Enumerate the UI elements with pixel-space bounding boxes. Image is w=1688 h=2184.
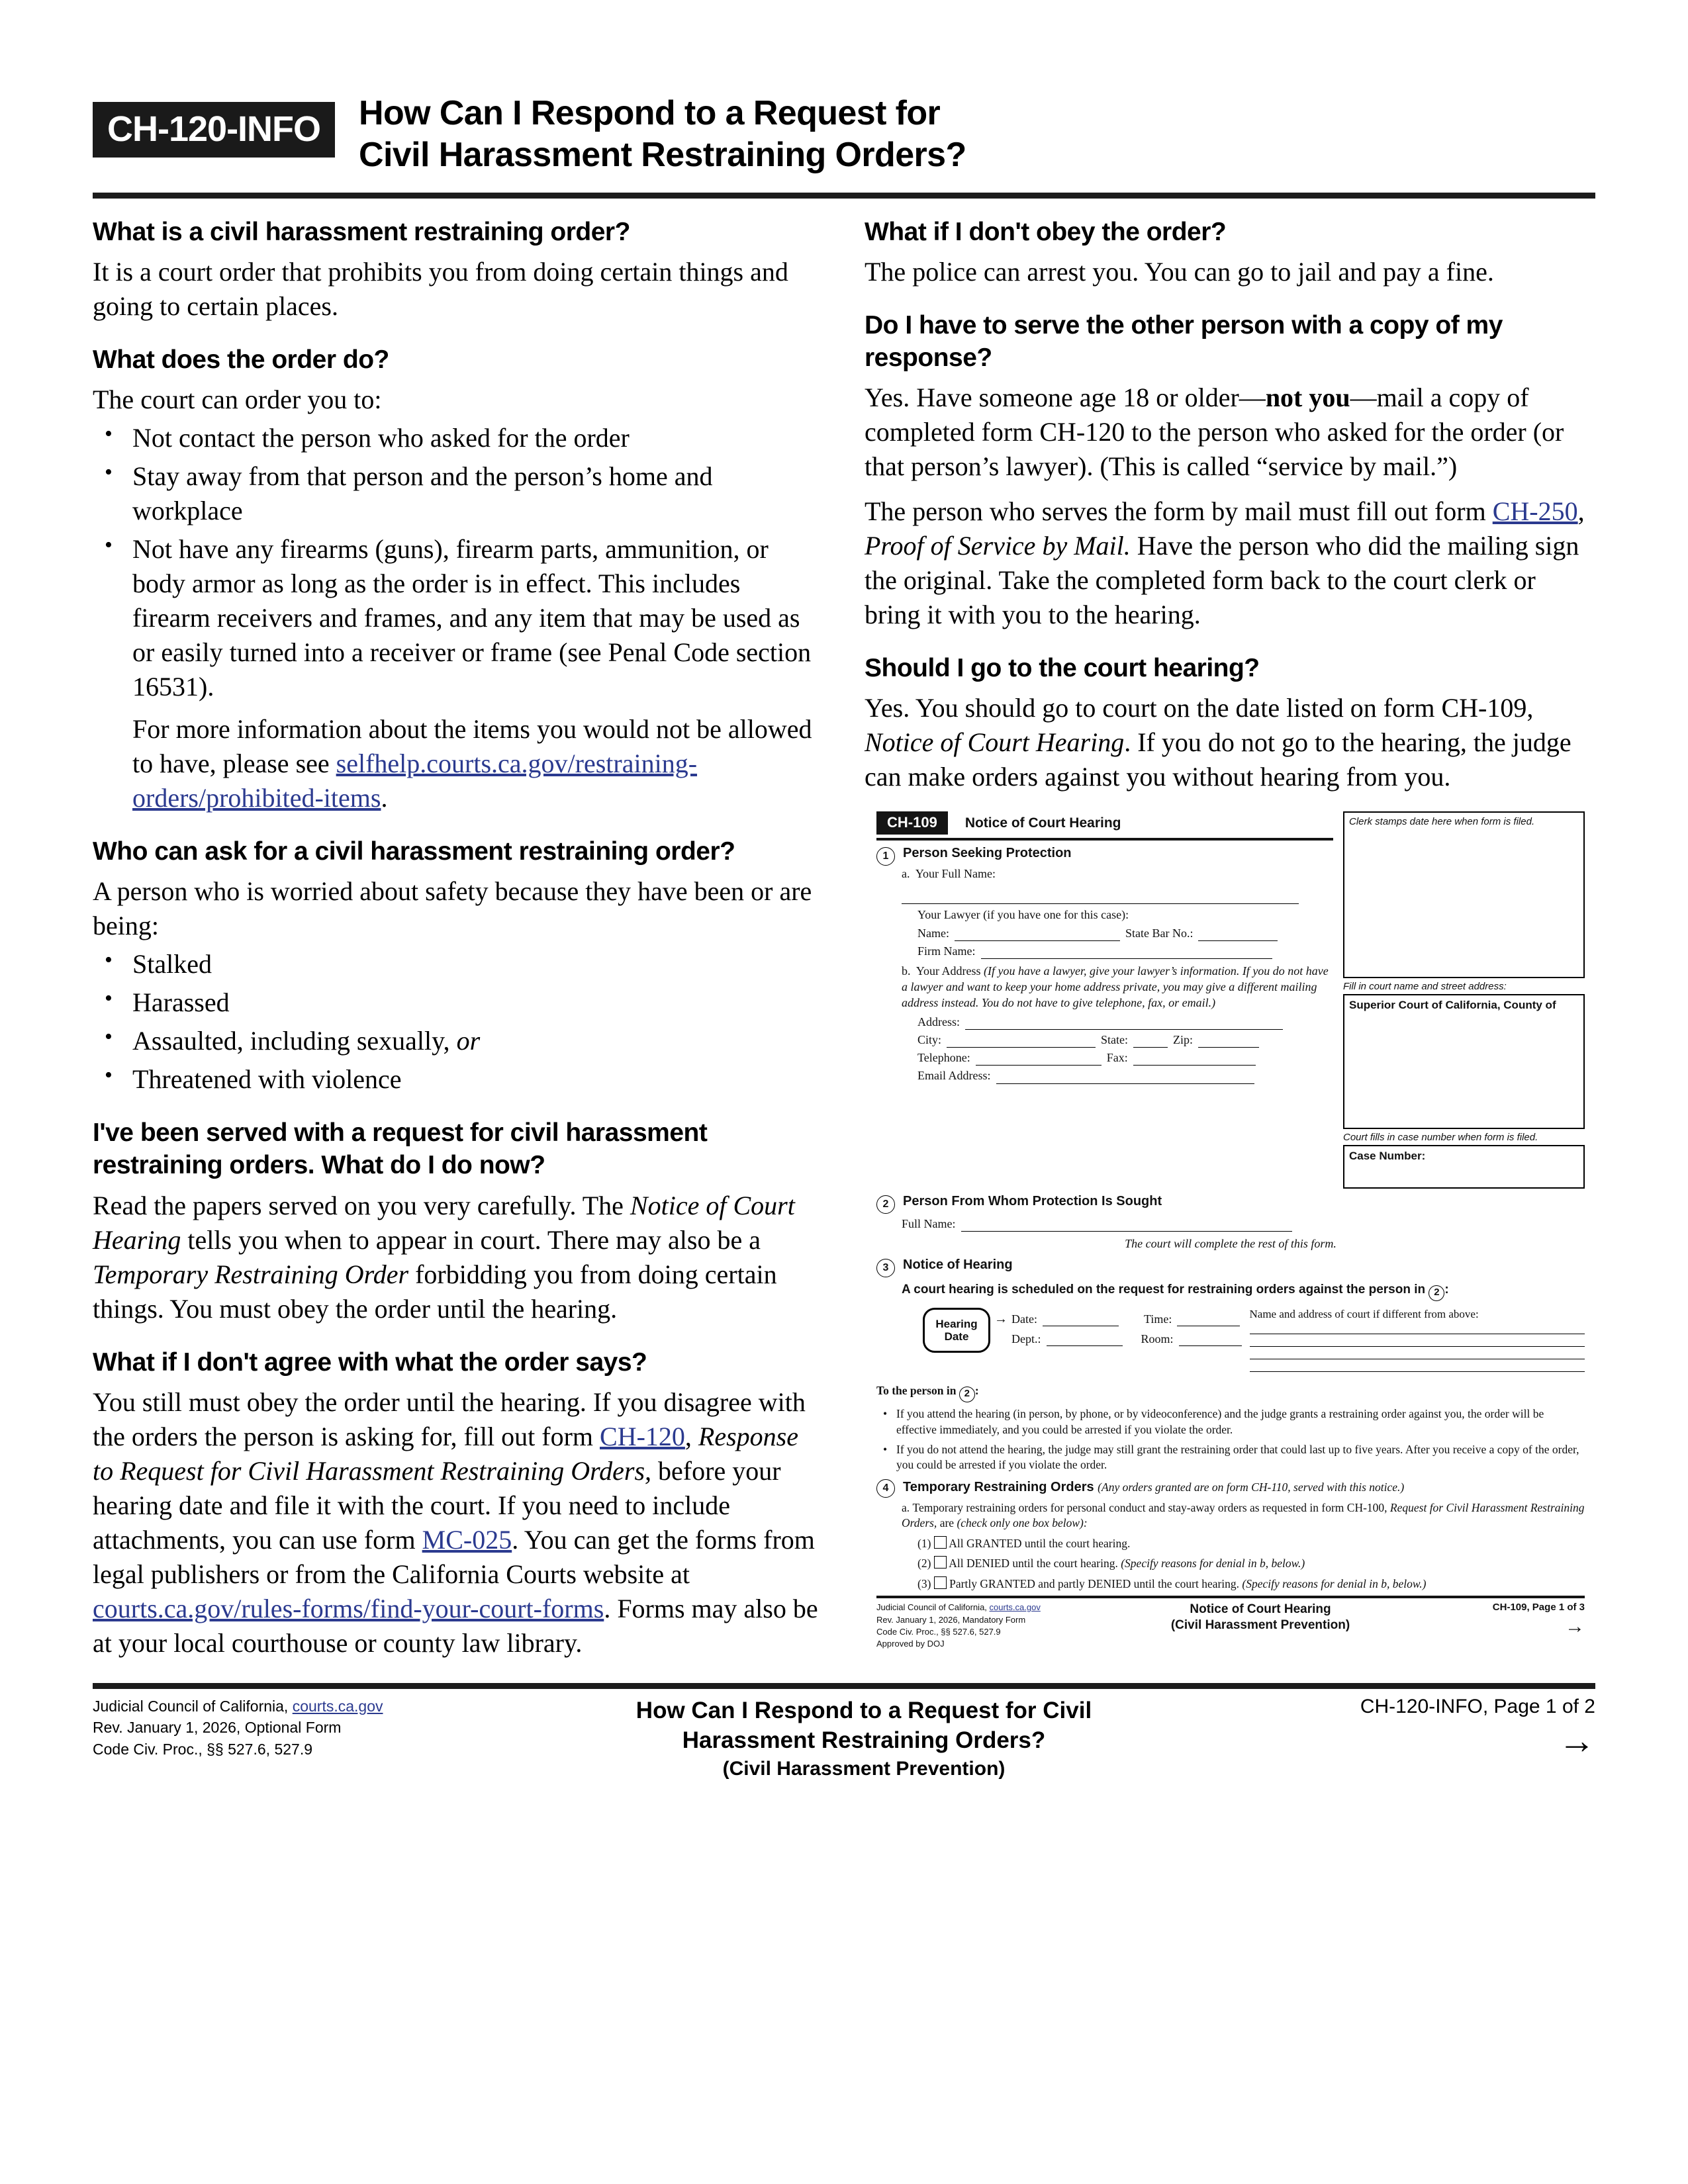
footer-center <box>556 1696 1172 1782</box>
seg: Read the papers served on you very carefully. The <box>93 1190 630 1220</box>
heading-should-i-go: Should I go to the court hearing? <box>865 654 1260 683</box>
reference-circle-2: 2 <box>959 1387 975 1402</box>
next-page-arrow-icon: → <box>1565 1615 1585 1638</box>
zip-label: Zip: <box>1173 1033 1194 1047</box>
seg: , <box>1577 496 1585 527</box>
ch109-footer-title: Notice of Court Hearing <box>1190 1602 1331 1617</box>
ch-250-link[interactable]: CH-250 <box>1492 496 1578 527</box>
list-item: • If you attend the hearing (in person, by phone, or by videoconference) and the judge grants a restraining order against you, the order will be effective immediately, and you could be arrested if you violate the order. <box>896 1406 1585 1437</box>
address-label: Address: <box>917 1015 960 1029</box>
ch109-tro-option-3[interactable] <box>917 1576 1585 1592</box>
tro-italic: Temporary Restraining Order <box>93 1259 409 1289</box>
seg: A court hearing is scheduled on the request for restraining orders against the person in <box>902 1283 1429 1297</box>
body-dont-agree <box>93 1385 823 1661</box>
option-2-text: All DENIED until the court hearing. <box>949 1557 1121 1570</box>
ch109-footer-right <box>1426 1602 1585 1651</box>
list-item <box>130 1024 823 1058</box>
check-one-note: (check only one box below): <box>957 1516 1088 1530</box>
option-number: (1) <box>917 1536 931 1550</box>
ch109-restrained-name <box>902 1216 1585 1232</box>
ch109-form-preview <box>876 811 1585 1650</box>
option-2-note: (Specify reasons for denial in b, below.) <box>1121 1557 1305 1570</box>
seg: . If you do not go to the hearing, the judge can make orders against you without hearing from you. <box>865 727 1571 792</box>
dept-label: Dept.: <box>1011 1332 1041 1346</box>
court-address-line-1[interactable] <box>1250 1323 1585 1334</box>
seg: , <box>684 1421 698 1451</box>
seg: Judicial Council of California, <box>876 1602 990 1613</box>
your-address-note: (If you have a lawyer, give your lawyer’s information. If you do not have a lawyer and want to keep your home address private, you may give a different mailing address instead. You do not have to give telephone, fax, or email.) <box>902 964 1329 1010</box>
clerk-stamp-note: Clerk stamps date here when form is filed. <box>1349 816 1535 828</box>
list-item: • Stay away from that person and the person’s home and workplace <box>130 459 823 528</box>
full-name-input[interactable] <box>902 893 1299 904</box>
section-2-title: Person From Whom Protection Is Sought <box>903 1194 1162 1209</box>
reference-circle-2: 2 <box>1429 1285 1444 1301</box>
ch109-section-3 <box>876 1257 1585 1277</box>
who-can-ask-bullets <box>93 947 823 1097</box>
to-the-person-line <box>876 1384 1585 1402</box>
footer-rev-line: Rev. January 1, 2026, Optional Form <box>93 1719 342 1737</box>
heading-dont-agree: What if I don't agree with what the order says? <box>93 1347 647 1377</box>
ch109-4a <box>902 1500 1585 1531</box>
court-address-note: Name and address of court if different from above: <box>1249 1308 1479 1321</box>
ch109-doj-line: Approved by DOJ <box>876 1639 945 1649</box>
case-number-note: Court fills in case number when form is filed. <box>1343 1132 1538 1144</box>
page-title <box>359 79 966 177</box>
seg: tells you when to appear in court. There may also be a <box>181 1224 761 1255</box>
date-input[interactable] <box>1043 1316 1119 1326</box>
next-page-arrow-icon: → <box>1558 1719 1595 1761</box>
heading-dont-obey: What if I don't obey the order? <box>865 217 1227 246</box>
page-title-line1: How Can I Respond to a Request for <box>359 94 941 132</box>
list-item: • Threatened with violence <box>130 1062 823 1097</box>
heading-serve-other-person: Do I have to serve the other person with a copy of my response? <box>865 311 1503 373</box>
seg: forbidding you from doing certain things. You must obey the order until the hearing. <box>93 1259 777 1324</box>
email-input[interactable] <box>996 1073 1254 1084</box>
page-footer <box>93 1696 1595 1782</box>
footer-jcc-line <box>93 1696 556 1717</box>
body-ive-been-served <box>93 1189 823 1326</box>
firm-name-label: Firm Name: <box>917 944 976 958</box>
ch109-header-divider <box>876 838 1333 841</box>
list-item: • If you do not attend the hearing, the judge may still grant the restraining order that could last up to five years. After you receive a copy of the order, you could be arrested if you violate the order. <box>896 1442 1585 1473</box>
seg: are <box>937 1516 957 1530</box>
footer-left <box>93 1696 556 1782</box>
list-item: • Not contact the person who asked for the order <box>130 421 823 455</box>
form-number-badge: CH-120-INFO <box>93 102 335 158</box>
ch120-title-italic: Response to Request for Civil Harassment Restraining Orders, <box>93 1421 798 1486</box>
seg: before your hearing date and file it with the court. If you need to include attachments, you can use form <box>93 1455 781 1555</box>
checkbox-all-denied[interactable] <box>934 1556 947 1569</box>
ch109-section-1 <box>876 846 1333 866</box>
court-name-box <box>1343 994 1585 1129</box>
email-label: Email Address: <box>917 1069 991 1083</box>
option-3-text: Partly GRANTED and partly DENIED until the court hearing. <box>949 1576 1243 1590</box>
bar-no-label: State Bar No.: <box>1125 926 1194 940</box>
prohibited-items-note <box>132 712 823 815</box>
item-letter: b. <box>902 964 911 978</box>
court-name-note: Fill in court name and street address: <box>1343 981 1507 993</box>
hearing-scheduled-line <box>902 1281 1585 1301</box>
ch109-badge: CH-109 <box>876 811 948 835</box>
body-proof-of-service <box>865 494 1595 632</box>
footer-divider <box>93 1683 1595 1689</box>
heading-ive-been-served: I've been served with a request for civil harassment restraining orders. What do I do now? <box>93 1118 708 1180</box>
case-number-label: Case Number: <box>1349 1150 1426 1163</box>
item-letter: a. <box>902 1500 910 1514</box>
not-you-bold: not you <box>1265 383 1350 413</box>
find-your-court-forms-link[interactable]: courts.ca.gov/rules-forms/find-your-court-forms <box>93 1593 604 1623</box>
ch109-courts-link[interactable]: courts.ca.gov <box>989 1602 1041 1613</box>
ch109-footer-divider <box>876 1596 1585 1598</box>
note-suffix: . <box>381 783 388 813</box>
dept-input[interactable] <box>1047 1336 1123 1346</box>
right-column <box>865 216 1595 1671</box>
ch109-1a <box>902 866 1333 904</box>
address-input[interactable] <box>965 1019 1283 1030</box>
telephone-input[interactable] <box>976 1055 1102 1066</box>
hearing-date-badge <box>923 1308 990 1353</box>
body-dont-obey: The police can arrest you. You can go to jail and pay a fine. <box>865 257 1494 287</box>
page-title-line2: Civil Harassment Restraining Orders? <box>359 136 966 175</box>
hearing-label-1: Hearing <box>935 1317 978 1330</box>
list-item: • Stalked <box>130 947 823 981</box>
ch109-code-line: Code Civ. Proc., §§ 527.6, 527.9 <box>876 1626 1001 1637</box>
full-name-label: Your Full Name: <box>915 867 996 881</box>
footer-code-line: Code Civ. Proc., §§ 527.6, 527.9 <box>93 1740 312 1758</box>
seg: Yes. You should go to court on the date listed on form CH-109, <box>865 693 1534 723</box>
seg: The person who serves the form by mail must fill out form <box>865 496 1493 527</box>
firearms-text: Not have any firearms (guns), firearm parts, ammunition, or body armor as long as the order is in effect. This includes firearm receivers and frames, and any item that may be used as or easily turned into a receiver or frame (see Penal Code section 16531). <box>132 534 812 702</box>
option-1-text: All GRANTED until the court hearing. <box>949 1536 1131 1550</box>
court-address-line-2[interactable] <box>1250 1334 1585 1347</box>
ch109-page-number: CH-109, Page 1 of 3 <box>1492 1602 1585 1614</box>
time-input[interactable] <box>1177 1316 1240 1326</box>
heading-who-can-ask: Who can ask for a civil harassment restraining order? <box>93 837 735 866</box>
checkbox-all-granted[interactable] <box>934 1536 947 1549</box>
proof-of-service-italic: Proof of Service by Mail. <box>865 531 1131 561</box>
ch109-caption-boxes <box>1343 811 1585 1189</box>
ch109-lawyer-block <box>917 907 1333 958</box>
seg: Temporary Restraining Orders <box>903 1480 1094 1495</box>
note-prefix: For more information about the items you would not be allowed to have, please see <box>132 714 812 779</box>
option-3-note: (Specify reasons for denial in b, below.) <box>1242 1576 1427 1590</box>
fax-label: Fax: <box>1106 1051 1128 1065</box>
body-what-is-cho: It is a court order that prohibits you from doing certain things and going to certain places. <box>93 257 788 321</box>
court-address-line-3[interactable] <box>1250 1347 1585 1359</box>
section-1-title: Person Seeking Protection <box>903 846 1072 861</box>
left-column <box>93 216 823 1671</box>
ch109-footer-center <box>1095 1602 1426 1651</box>
notice-of-court-hearing-italic: Notice of Court Hearing <box>93 1190 795 1255</box>
seg: Yes. Have someone age 18 or older— <box>865 383 1266 413</box>
state-input[interactable] <box>1133 1037 1168 1048</box>
restrained-fullname-label: Full Name: <box>902 1217 956 1231</box>
fax-input[interactable] <box>1133 1055 1256 1066</box>
section-number-circle: 4 <box>876 1479 895 1498</box>
seg: Judicial Council of California, <box>93 1697 293 1715</box>
lawyer-name-label: Name: <box>917 926 949 940</box>
seg: Have the person who did the mailing sign the original. Take the completed form back to the court clerk or bring it with you to the hearing. <box>865 531 1579 630</box>
section-3-title: Notice of Hearing <box>903 1257 1013 1273</box>
seg: : <box>1444 1283 1449 1297</box>
ch-120-link[interactable]: CH-120 <box>600 1421 685 1451</box>
state-label: State: <box>1101 1033 1129 1047</box>
date-label: Date: <box>1011 1312 1037 1326</box>
firm-name-input[interactable] <box>981 948 1272 959</box>
heading-what-is-cho: What is a civil harassment restraining order? <box>93 217 630 246</box>
section-4-title <box>903 1480 1404 1495</box>
lawyer-label: Your Lawyer (if you have one for this case): <box>917 908 1129 922</box>
ch109-footer-subtitle: (Civil Harassment Prevention) <box>1170 1618 1350 1633</box>
your-address-label: Your Address <box>915 964 984 978</box>
body-order-intro: The court can order you to: <box>93 385 382 415</box>
ch109-jcc-line <box>876 1602 1095 1614</box>
court-completes-note: The court will complete the rest of this form. <box>1125 1237 1336 1251</box>
item-letter: a. <box>902 867 910 881</box>
ch100-title-italic: Request for Civil Harassment Restraining Orders, <box>902 1500 1585 1530</box>
ch109-rev-line: Rev. January 1, 2026, Mandatory Form <box>876 1614 1026 1625</box>
clerk-stamp-box <box>1343 811 1585 978</box>
checkbox-partly-granted-denied[interactable] <box>934 1576 947 1589</box>
seg: Temporary restraining orders for personal conduct and stay-away orders as requested in form CH-100, <box>912 1500 1390 1514</box>
telephone-label: Telephone: <box>917 1051 970 1065</box>
seg: : <box>974 1384 979 1398</box>
prohibited-items-link[interactable]: selfhelp.courts.ca.gov/restraining-orders/prohibited-items <box>132 749 698 813</box>
hearing-label-2: Date <box>944 1330 969 1343</box>
footer-title-line1: How Can I Respond to a Request for Civil <box>635 1697 1092 1723</box>
ch109-1b <box>902 963 1333 1011</box>
ch109-address-block <box>917 1014 1333 1083</box>
hearing-arrow-icon: → <box>994 1312 1008 1327</box>
order-bullets <box>93 421 823 815</box>
footer-right <box>1172 1696 1595 1782</box>
ch109-footer <box>876 1602 1585 1651</box>
footer-subtitle: (Civil Harassment Prevention) <box>722 1757 1006 1780</box>
option-number: (2) <box>917 1557 931 1570</box>
assaulted-or: or <box>456 1026 481 1056</box>
seg: To the person in <box>876 1384 959 1398</box>
lawyer-name-input[interactable] <box>955 931 1120 941</box>
ch109-title-italic: Notice of Court Hearing <box>865 727 1125 758</box>
option-number: (3) <box>917 1576 931 1590</box>
restrained-fullname-input[interactable] <box>961 1221 1292 1232</box>
section-number-circle: 1 <box>876 847 895 866</box>
ch109-tro-option-2[interactable] <box>917 1556 1585 1571</box>
assaulted-text: Assaulted, including sexually, <box>132 1026 457 1056</box>
seg: . Forms may also be at your local courthouse or county law library. <box>93 1593 818 1658</box>
case-number-box[interactable] <box>1343 1145 1585 1189</box>
bar-no-input[interactable] <box>1198 931 1278 941</box>
body-serve-other-person <box>865 381 1595 484</box>
body-should-i-go <box>865 691 1595 794</box>
section-4-note: (Any orders granted are on form CH-110, served with this notice.) <box>1098 1480 1405 1494</box>
hearing-date-row <box>876 1308 1585 1372</box>
zip-input[interactable] <box>1198 1037 1259 1048</box>
room-label: Room: <box>1141 1332 1174 1346</box>
footer-title-line2: Harassment Restraining Orders? <box>682 1727 1046 1754</box>
city-input[interactable] <box>947 1037 1096 1048</box>
list-item: • Harassed <box>130 985 823 1020</box>
page-header <box>93 79 1595 177</box>
room-input[interactable] <box>1179 1336 1242 1346</box>
body-who-can-ask: A person who is worried about safety because they have been or are being: <box>93 876 812 941</box>
ch109-footer-left <box>876 1602 1095 1651</box>
superior-court-label: Superior Court of California, County of <box>1349 999 1556 1012</box>
header-divider <box>93 193 1595 199</box>
list-item <box>130 532 823 815</box>
city-label: City: <box>917 1033 942 1047</box>
footer-courts-link[interactable]: courts.ca.gov <box>292 1697 383 1715</box>
ch109-section-2 <box>876 1194 1585 1214</box>
ch109-section-4 <box>876 1478 1585 1498</box>
section-number-circle: 2 <box>876 1195 895 1214</box>
footer-page-number: CH-120-INFO, Page 1 of 2 <box>1360 1695 1595 1717</box>
heading-what-does-order-do: What does the order do? <box>93 345 389 374</box>
section-number-circle: 3 <box>876 1259 895 1277</box>
court-address-line-4[interactable] <box>1250 1359 1585 1372</box>
ch109-tro-option-1[interactable] <box>917 1536 1585 1551</box>
seg: . You can get the forms from legal publishers or from the California Courts website at <box>93 1524 815 1589</box>
ch109-notice-bullets <box>876 1406 1585 1472</box>
seg: —mail a copy of completed form CH-120 to the person who asked for the order (or that person’s lawyer). (This is called “service by mail.”) <box>865 383 1564 482</box>
ch109-form-name: Notice of Court Hearing <box>964 815 1121 831</box>
seg: You still must obey the order until the hearing. If you disagree with the orders the person is asking for, fill out form <box>93 1387 806 1451</box>
mc-025-link[interactable]: MC-025 <box>422 1524 512 1555</box>
time-label: Time: <box>1143 1312 1172 1326</box>
